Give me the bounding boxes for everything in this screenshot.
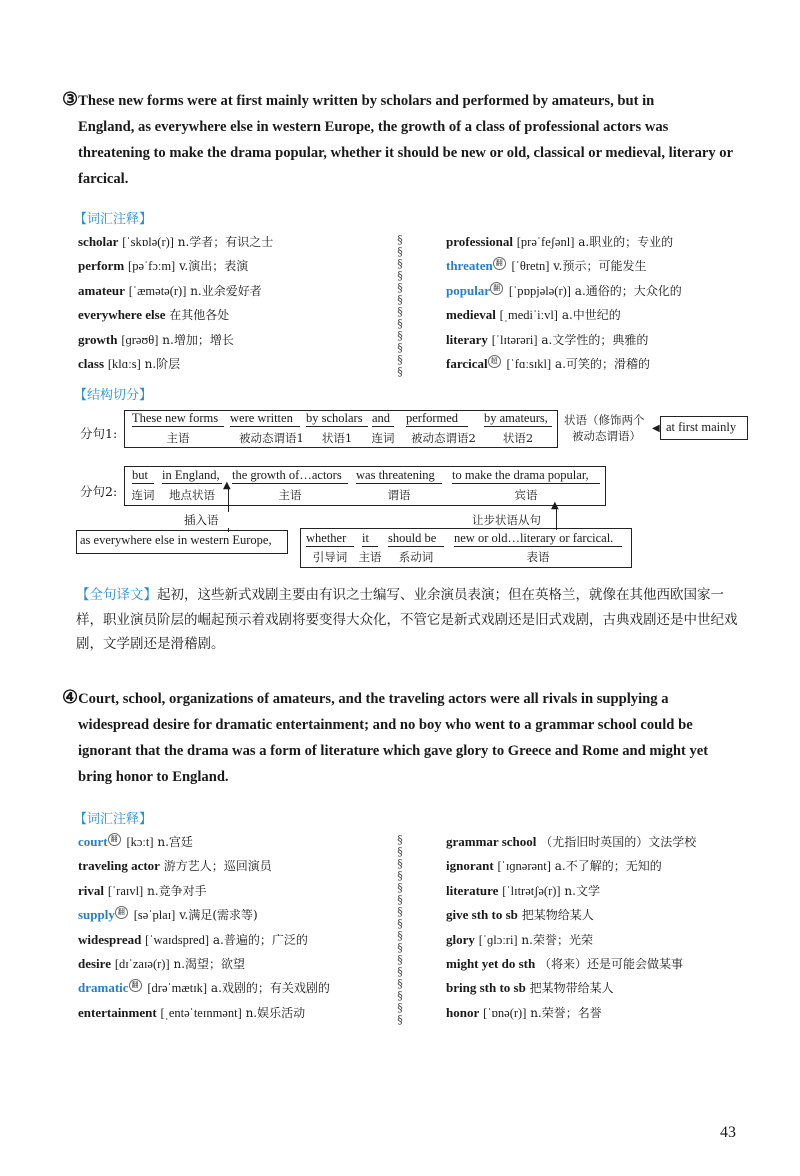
vocab-phonetic: [ˌmediˈiːvl] bbox=[499, 308, 558, 323]
vocab-word: literary bbox=[446, 331, 488, 347]
vocab-word: ignorant bbox=[446, 858, 494, 874]
segment-underline bbox=[388, 546, 444, 547]
vocab-word: popular bbox=[446, 282, 491, 298]
badge-icon: 超 bbox=[488, 355, 501, 368]
vocab-word: rival bbox=[78, 882, 104, 898]
vocab-definition: a.普遍的；广泛的 bbox=[212, 932, 308, 947]
segment-text: but bbox=[132, 468, 148, 482]
segment-role: 引导词 bbox=[312, 550, 348, 564]
divider-squiggle: § § § § § § § § § § § § § § § § bbox=[397, 833, 403, 1026]
connector-line bbox=[228, 488, 229, 512]
vocab-definition: n.荣誉；名誉 bbox=[530, 1005, 602, 1020]
segment-role: 系动词 bbox=[398, 550, 434, 564]
vocab-entry bbox=[446, 976, 696, 1000]
clause1-note: 被动态谓语） bbox=[572, 429, 641, 443]
vocab-entry bbox=[446, 230, 682, 254]
vocab-word: bring sth to sb bbox=[446, 980, 526, 996]
vocab-entry bbox=[78, 303, 273, 327]
badge-icon: 翻 bbox=[490, 282, 503, 295]
arrow-up-icon: ▲ bbox=[223, 480, 231, 491]
vocab-entry bbox=[446, 352, 682, 376]
arrow-up-icon: ▲ bbox=[551, 500, 559, 511]
vocab-entry bbox=[78, 830, 330, 854]
segment-text: should be bbox=[388, 531, 437, 545]
vocab-word: entertainment bbox=[78, 1004, 157, 1020]
segment-text: were written bbox=[230, 411, 293, 425]
vocab-list-left bbox=[78, 830, 330, 1025]
vocab-word: class bbox=[78, 356, 104, 372]
vocab-definition: v.满足(需求等) bbox=[179, 908, 258, 923]
vocab-phonetic: [ˈskɒlə(r)] bbox=[122, 235, 174, 249]
segment-text: performed bbox=[406, 411, 459, 425]
structure-header: 【结构切分】 bbox=[74, 388, 153, 403]
vocab-word: court bbox=[78, 834, 108, 849]
vocab-entry bbox=[78, 279, 273, 303]
segment-text: by scholars bbox=[306, 411, 363, 425]
vocab-entry bbox=[78, 254, 273, 278]
vocab-definition: a.通俗的；大众化的 bbox=[574, 283, 682, 298]
vocab-definition: n.娱乐活动 bbox=[245, 1005, 306, 1020]
vocab-entry bbox=[446, 879, 696, 903]
paragraph-line: Court, school, organizations of amateurs, and the traveling actors were all rivals in supplying a bbox=[78, 691, 669, 707]
page-number: 43 bbox=[720, 1124, 736, 1141]
vocab-list-left bbox=[78, 230, 273, 376]
segment-underline bbox=[162, 483, 222, 484]
vocab-definition: a.文学性的；典雅的 bbox=[541, 332, 649, 347]
vocab-entry bbox=[78, 976, 330, 1000]
vocab-entry bbox=[78, 854, 330, 878]
vocab-word: grammar school bbox=[446, 834, 537, 849]
segment-text: by amateurs, bbox=[484, 411, 548, 425]
vocab-entry bbox=[78, 328, 273, 352]
segment-underline bbox=[132, 426, 224, 427]
segment-underline bbox=[132, 483, 154, 484]
vocab-definition: n.文学 bbox=[564, 883, 600, 898]
translation-text: 起初，这些新式戏剧主要由有识之士编写、业余演员表演；但在英格兰，就像在其他西欧国家一样，职业演员阶层的崛起预示着戏剧将要变得大众化，不管它是新式戏剧还是旧式戏剧，古典戏剧还是中世纪戏剧，文学剧还是滑稽剧。 bbox=[76, 587, 738, 652]
vocab-phonetic: [ˈɒnə(r)] bbox=[483, 1005, 527, 1020]
translation-tag: 【全句译文】 bbox=[76, 587, 157, 603]
vocab-definition: 把某物带给某人 bbox=[529, 981, 614, 996]
segment-underline bbox=[232, 483, 348, 484]
segment-underline bbox=[406, 426, 468, 427]
paragraph-4 bbox=[62, 684, 742, 790]
vocab-definition: a.可笑的；滑稽的 bbox=[555, 357, 651, 372]
vocab-list-right bbox=[446, 230, 682, 376]
vocab-word: growth bbox=[78, 331, 118, 347]
vocab-word: widespread bbox=[78, 931, 142, 947]
segment-text: whether bbox=[306, 531, 347, 545]
vocab-word: glory bbox=[446, 931, 475, 947]
vocab-word: amateur bbox=[78, 282, 125, 298]
arrow-left-icon: ◀ bbox=[652, 423, 660, 434]
vocab-phonetic: [ɡrəʊθ] bbox=[121, 332, 159, 347]
segment-underline bbox=[356, 483, 442, 484]
vocab-phonetic: [ˈlɪtrətʃə(r)] bbox=[502, 883, 561, 898]
vocab-word: literature bbox=[446, 882, 499, 898]
vocab-phonetic: [prəˈfeʃənl] bbox=[516, 235, 575, 249]
vocab-word: scholar bbox=[78, 234, 119, 249]
paragraph-body: England, as everywhere else in western Europe, the growth of a class of professional actors was threatening to make the drama popular, whether it should be new or old, classical or medieval, literary or farcical. bbox=[78, 119, 733, 187]
badge-icon: 翻 bbox=[115, 906, 128, 919]
vocab-phonetic: [ˈraɪvl] bbox=[107, 883, 144, 898]
vocab-word: dramatic bbox=[78, 980, 129, 996]
segment-underline bbox=[372, 426, 394, 427]
vocab-entry bbox=[78, 928, 330, 952]
vocab-entry bbox=[446, 279, 682, 303]
badge-icon: 翻 bbox=[108, 833, 121, 846]
vocab-definition: （尤指旧时英国的）文法学校 bbox=[540, 835, 697, 849]
vocab-entry bbox=[446, 854, 696, 878]
vocab-header: 【词汇注释】 bbox=[74, 812, 153, 827]
translation bbox=[76, 583, 744, 657]
segment-text: it bbox=[362, 531, 369, 545]
vocab-entry bbox=[78, 1001, 330, 1025]
vocab-definition: a.职业的；专业的 bbox=[578, 235, 674, 249]
paragraph-3 bbox=[62, 86, 742, 192]
connector-line bbox=[556, 508, 557, 530]
vocab-word: medieval bbox=[446, 307, 496, 323]
segment-text: to make the drama popular, bbox=[452, 468, 589, 482]
insert-label: 插入语 bbox=[184, 513, 219, 527]
clause2-label: 分句2: bbox=[80, 484, 118, 499]
vocab-definition: n.增加；增长 bbox=[162, 332, 234, 347]
segment-role: 状语1 bbox=[321, 431, 353, 445]
vocab-definition: 游方艺人；巡回演员 bbox=[163, 859, 272, 874]
vocab-phonetic: [ˈɪɡnərənt] bbox=[497, 859, 551, 874]
segment-text: new or old…literary or farcical. bbox=[454, 531, 614, 545]
segment-text: was threatening bbox=[356, 468, 435, 482]
vocab-phonetic: [ˌentəˈteɪnmənt] bbox=[160, 1005, 242, 1020]
vocab-definition: a.戏剧的；有关戏剧的 bbox=[210, 981, 330, 996]
vocab-phonetic: [drəˈmætɪk] bbox=[147, 981, 208, 996]
segment-role: 被动态谓语1 bbox=[239, 431, 304, 445]
vocab-word: professional bbox=[446, 234, 513, 249]
vocab-definition: v.演出；表演 bbox=[179, 259, 249, 274]
segment-role: 主语 bbox=[166, 431, 190, 445]
vocab-word: honor bbox=[446, 1004, 480, 1020]
vocab-definition: v.预示；可能发生 bbox=[553, 259, 647, 274]
vocab-phonetic: [səˈplaɪ] bbox=[133, 908, 176, 923]
vocab-entry bbox=[446, 303, 682, 327]
segment-role: 连词 bbox=[131, 488, 155, 502]
vocab-definition: n.荣誉；光荣 bbox=[521, 932, 593, 947]
vocab-definition: （将来）还是可能会做某事 bbox=[539, 957, 684, 972]
vocab-list-right bbox=[446, 830, 696, 1025]
paragraph-body: widespread desire for dramatic entertainment; and no boy who went to a grammar school could be ignorant that the drama was a form of literature which gave glory to Greece and Rome and might yet bring honor to England. bbox=[78, 717, 709, 785]
divider-squiggle: § § § § § § § § § § § § bbox=[397, 233, 403, 378]
vocab-entry bbox=[78, 879, 330, 903]
segment-role: 表语 bbox=[526, 550, 550, 564]
vocab-word: traveling actor bbox=[78, 858, 160, 874]
vocab-entry bbox=[446, 830, 696, 854]
vocab-word: perform bbox=[78, 258, 125, 274]
vocab-definition: 把某物给某人 bbox=[521, 908, 594, 923]
paragraph-number: ④ bbox=[62, 687, 79, 707]
vocab-phonetic: [dɪˈzaɪə(r)] bbox=[114, 957, 170, 972]
vocab-phonetic: [klɑːs] bbox=[107, 357, 141, 372]
segment-role: 主语 bbox=[358, 550, 382, 564]
vocab-definition: n.阶层 bbox=[144, 357, 181, 372]
vocab-entry bbox=[446, 254, 682, 278]
segment-text: the growth of…actors bbox=[232, 468, 342, 482]
vocab-definition: n.业余爱好者 bbox=[190, 283, 262, 298]
segment-role: 谓语 bbox=[387, 488, 411, 502]
vocab-entry bbox=[446, 928, 696, 952]
vocab-phonetic: [ˈlɪtərəri] bbox=[491, 332, 538, 347]
vocab-word: everywhere else bbox=[78, 307, 166, 323]
segment-text: and bbox=[372, 411, 391, 425]
segment-underline bbox=[452, 483, 600, 484]
vocab-entry bbox=[78, 352, 273, 376]
vocab-header: 【词汇注释】 bbox=[74, 212, 153, 227]
vocab-phonetic: [ˈɡlɔːri] bbox=[478, 932, 518, 947]
paragraph-line: These new forms were at first mainly written by scholars and performed by amateurs, but in bbox=[78, 93, 655, 109]
vocab-definition: a.中世纪的 bbox=[561, 308, 621, 323]
vocab-word: supply bbox=[78, 907, 115, 923]
segment-underline bbox=[230, 426, 300, 427]
vocab-definition: n.宫廷 bbox=[157, 835, 193, 849]
vocab-word: farcical bbox=[446, 356, 488, 372]
vocab-entry bbox=[446, 328, 682, 352]
adverbial-text: at first mainly bbox=[666, 420, 737, 434]
segment-role: 宾语 bbox=[514, 488, 538, 502]
segment-underline bbox=[306, 546, 354, 547]
segment-underline bbox=[306, 426, 368, 427]
vocab-entry bbox=[446, 1001, 696, 1025]
vocab-phonetic: [ˈpɒpjələ(r)] bbox=[508, 283, 571, 298]
vocab-phonetic: [ˈwaɪdspred] bbox=[145, 932, 210, 947]
vocab-phonetic: [ˈθretn] bbox=[511, 259, 550, 274]
vocab-definition: n.渴望；欲望 bbox=[173, 957, 246, 972]
vocab-entry bbox=[446, 952, 696, 976]
segment-text: These new forms bbox=[132, 411, 219, 425]
segment-underline bbox=[362, 546, 378, 547]
segment-role: 主语 bbox=[278, 488, 302, 502]
insert-text: as everywhere else in western Europe, bbox=[80, 533, 272, 547]
vocab-entry bbox=[446, 903, 696, 927]
segment-role: 地点状语 bbox=[169, 488, 215, 502]
segment-role: 连词 bbox=[371, 431, 395, 445]
segment-underline bbox=[484, 426, 552, 427]
vocab-phonetic: [ˈæmətə(r)] bbox=[128, 283, 187, 298]
clause1-note: 状语（修饰两个 bbox=[564, 413, 645, 427]
vocab-definition: n.学者；有识之士 bbox=[177, 235, 274, 249]
vocab-entry bbox=[78, 230, 273, 254]
segment-text: in England, bbox=[162, 468, 220, 482]
vocab-word: desire bbox=[78, 956, 111, 972]
vocab-phonetic: [pəˈfɔːm] bbox=[128, 259, 176, 274]
segment-role: 状语2 bbox=[502, 431, 534, 445]
vocab-phonetic: [kɔːt] bbox=[126, 835, 154, 849]
vocab-word: might yet do sth bbox=[446, 956, 536, 972]
paragraph-number: ③ bbox=[62, 89, 79, 109]
clause1-label: 分句1: bbox=[80, 426, 118, 441]
segment-underline bbox=[454, 546, 622, 547]
segment-role: 被动态谓语2 bbox=[411, 431, 476, 445]
badge-icon: 翻 bbox=[493, 257, 506, 270]
vocab-word: give sth to sb bbox=[446, 907, 518, 923]
vocab-entry bbox=[78, 952, 330, 976]
vocab-definition: n.竞争对手 bbox=[147, 883, 207, 898]
vocab-definition: a.不了解的；无知的 bbox=[554, 859, 662, 874]
concession-label: 让步状语从句 bbox=[472, 513, 541, 527]
vocab-entry bbox=[78, 903, 330, 927]
vocab-phonetic: [ˈfɑːsɪkl] bbox=[506, 357, 552, 372]
badge-icon: 翻 bbox=[129, 979, 142, 992]
vocab-word: threaten bbox=[446, 258, 493, 274]
vocab-definition: 在其他各处 bbox=[169, 308, 230, 323]
